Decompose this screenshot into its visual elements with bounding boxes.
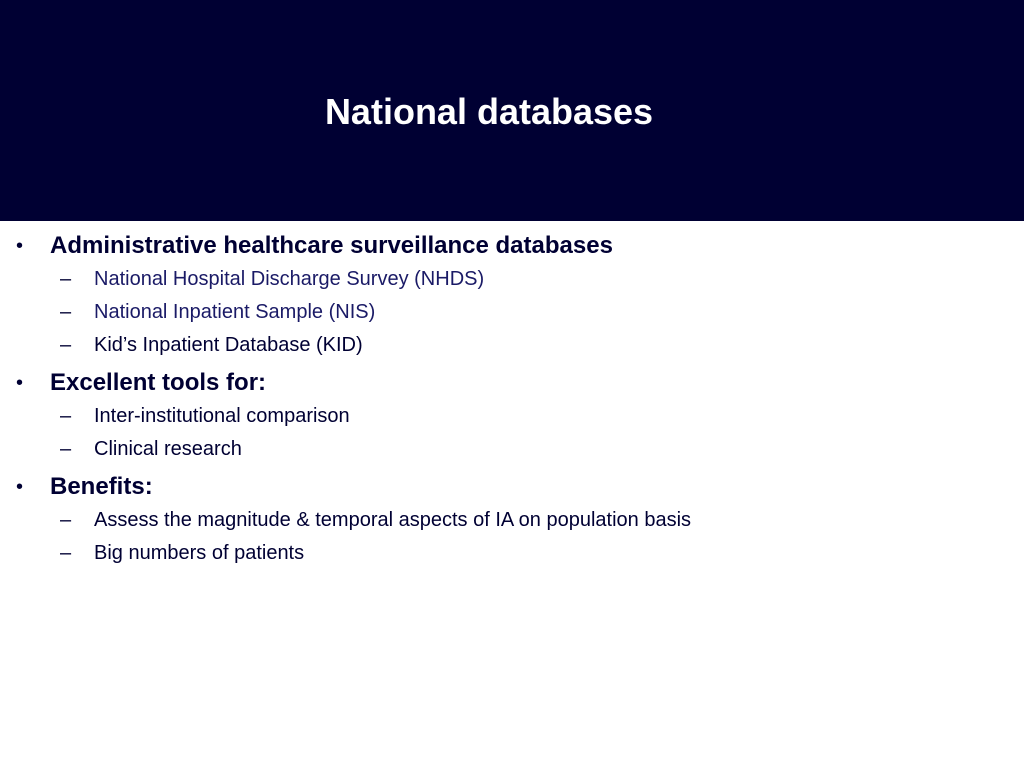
bullet-text: Benefits: [50, 473, 153, 500]
sub-item-text: National Inpatient Sample (NIS) [94, 301, 376, 323]
sub-item [0, 504, 1024, 537]
slide-body [0, 229, 1024, 570]
sub-item-text: Kid’s Inpatient Database (KID) [94, 334, 363, 356]
sub-item [0, 537, 1024, 570]
bullet-marker: • [16, 235, 24, 257]
sub-item-text: Inter-institutional comparison [94, 405, 350, 427]
sub-item [0, 400, 1024, 433]
bullet-marker: • [16, 372, 24, 394]
sub-item-text: Assess the magnitude & temporal aspects of IA on population basis [94, 509, 692, 531]
sub-item [0, 433, 1024, 466]
dash-marker: – [60, 542, 72, 564]
dash-marker: – [60, 268, 72, 290]
title-banner [0, 0, 1024, 221]
bullet-item [0, 366, 1024, 400]
sub-item-text: Clinical research [94, 438, 242, 460]
slide-title: National databases [324, 91, 654, 132]
sub-item-text: Big numbers of patients [94, 542, 305, 564]
bullet-item [0, 229, 1024, 263]
bullet-item [0, 470, 1024, 504]
sub-item [0, 296, 1024, 329]
sub-item [0, 263, 1024, 296]
dash-marker: – [60, 301, 72, 323]
dash-marker: – [60, 334, 72, 356]
bullet-text: Excellent tools for: [50, 369, 267, 396]
dash-marker: – [60, 509, 72, 531]
sub-item [0, 329, 1024, 362]
bullet-text: Administrative healthcare surveillance databases [50, 232, 613, 259]
bullet-marker: • [16, 476, 24, 498]
sub-item-text: National Hospital Discharge Survey (NHDS) [94, 268, 485, 290]
dash-marker: – [60, 438, 72, 460]
dash-marker: – [60, 405, 72, 427]
